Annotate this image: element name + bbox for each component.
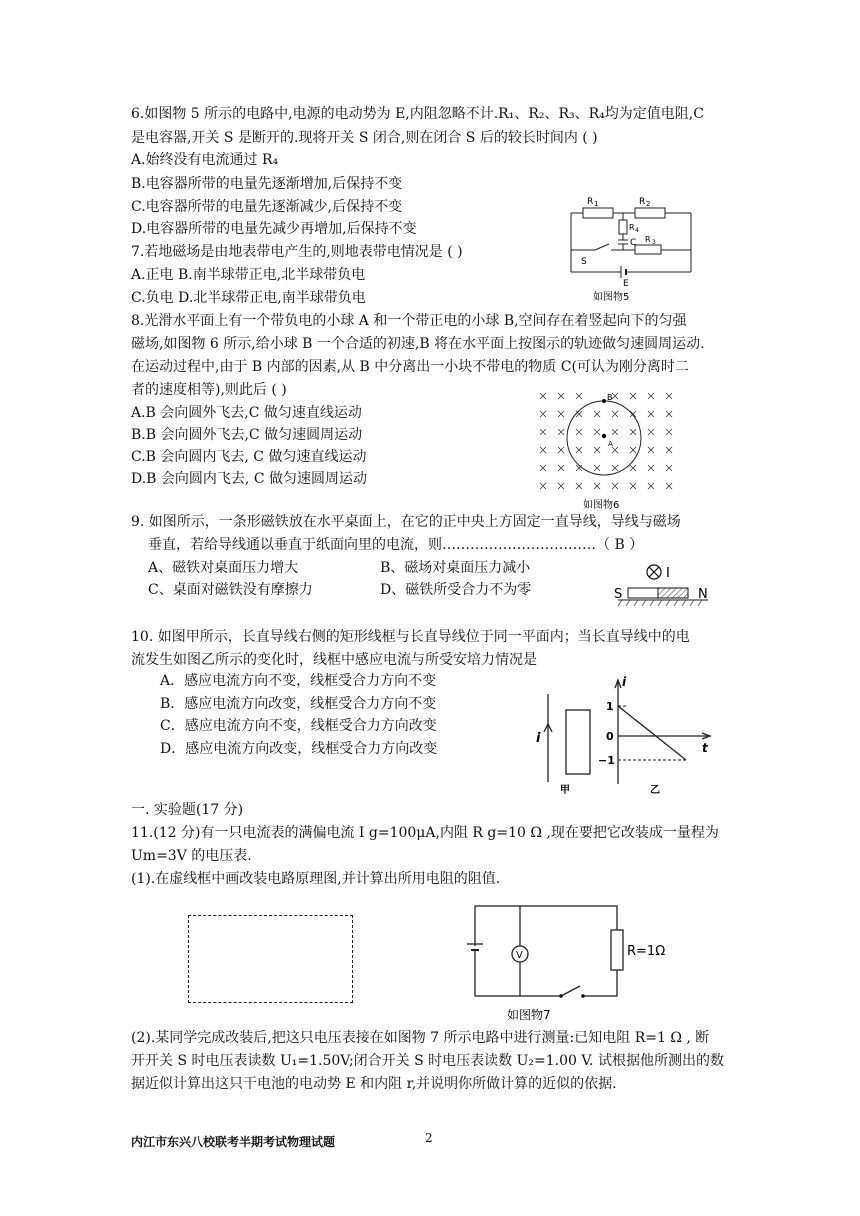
resistor-label: R=1Ω [627, 944, 665, 959]
q9-option-d: D、磁铁所受合力不为零 [380, 582, 532, 598]
svg-text:4: 4 [635, 227, 639, 234]
q10-option-b: B．感应电流方向改变，线框受合力方向不变 [160, 696, 437, 712]
tick-neg-one: −1 [598, 754, 615, 767]
q6-option-d: D.电容器所带的电量先减少再增加,后保持不变 [131, 221, 417, 237]
q8-option-c: C.B 会向圆内飞去, C 做匀速直线运动 [131, 449, 367, 465]
north-pole-label: N [698, 587, 708, 602]
q11-line-2: Um=3V 的电压表. [131, 848, 252, 864]
q11-part-2-line-2: 开开关 S 时电压表读数 U₁=1.50V;闭合开关 S 时电压表读数 U₂=1.00 V. 试根据他所测出的数 [131, 1053, 724, 1069]
q6-line-2: 是电容器,开关 S 是断开的.现将开关 S 闭合,则在闭合 S 后的较长时间内 ( ) [131, 130, 598, 146]
q9-option-c: C、桌面对磁铁没有摩擦力 [148, 582, 313, 598]
q10-option-a: A．感应电流方向不变，线框受合力方向不变 [160, 673, 437, 689]
capacitor-label: C [630, 238, 637, 248]
q8-line-3: 在运动过程中,由于 B 内部的因素,从 B 中分离出一小块不带电的物质 C(可认为刚分离时二 [131, 359, 689, 375]
footer-title: 内江市东兴八校联考半期考试物理试题 [131, 1135, 336, 1149]
section-heading: 一. 实验题(17 分) [131, 802, 244, 818]
q6-option-c: C.电容器所带的电量先逐渐减少,后保持不变 [131, 199, 403, 215]
ball-a-label: A [608, 440, 613, 448]
q8-line-1: 8.光滑水平面上有一个带负电的小球 A 和一个带正电的小球 B,空间存在着竖起向下的匀强 [131, 313, 687, 329]
r2-label: R [639, 197, 646, 207]
figure-7-caption: 如图物7 [507, 1008, 551, 1022]
q9-option-a: A、磁铁对桌面压力增大 [148, 560, 299, 576]
magnet-figure [608, 560, 718, 620]
q11-part-2-line-3: 据近似计算出这只干电池的电动势 E 和内阻 r,并说明你所做计算的近似的依据. [131, 1076, 617, 1092]
figure-5-caption: 如图物5 [593, 292, 630, 303]
current-label: I [666, 566, 670, 581]
q10-line-2: 流发生如图乙所示的变化时，线框中感应电流与所受安培力情况是 [131, 652, 537, 668]
svg-text:3: 3 [652, 239, 656, 246]
circuit-figure-5 [565, 190, 705, 305]
q8-line-2: 磁场,如图物 6 所示,给小球 B 一个合适的初速,B 将在水平面上按图示的轨迹做匀速圆周运动. [131, 336, 705, 352]
svg-text:1: 1 [594, 200, 599, 208]
voltmeter-label: V [516, 950, 523, 961]
q9-option-b: B、磁场对桌面压力减小 [380, 560, 531, 576]
q10-option-c: C．感应电流方向不变，线框受合力方向改变 [160, 718, 437, 734]
q6-option-a: A.始终没有电流通过 R₄ [131, 152, 279, 168]
t-axis-label: t [702, 741, 708, 755]
r1-label: R [587, 197, 594, 207]
i-axis-label: i [622, 675, 627, 689]
q9-line-2: 垂直，若给导线通以垂直于纸面向里的电流，则……………………………（ B ） [148, 537, 644, 553]
q10-line-1: 10. 如图甲所示，长直导线右侧的矩形线框与长直导线位于同一平面内；当长直导线中的电 [131, 629, 690, 645]
wire-and-graph-figure [530, 672, 715, 797]
q11-line-1: 11.(12 分)有一只电流表的满偏电流 I g=100μA,内阻 R g=10 Ω ,现在要把它改装成一量程为 [131, 825, 719, 841]
q6-line-1: 6.如图物 5 所示的电路中,电源的电动势为 E,内阻忽略不计.R₁、R₂、R₃、R₄均为定值电阻,C [131, 106, 704, 122]
tick-one: 1 [606, 700, 614, 713]
q8-line-4: 者的速度相等),则此后 ( ) [131, 382, 287, 398]
yi-caption: 乙 [650, 785, 660, 796]
wire-current-label: i [536, 731, 541, 746]
q7-stem: 7.若地磁场是由地表带电产生的,则地表带电情况是 ( ) [131, 244, 463, 260]
q8-option-b: B.B 会向圆外飞去,C 做匀速圆周运动 [131, 427, 363, 443]
q7-options-cd: C.负电 D.北半球带正电,南半球带负电 [131, 290, 366, 306]
q7-options-ab: A.正电 B.南半球带正电,北半球带负电 [131, 267, 366, 283]
jia-caption: 甲 [560, 785, 570, 796]
q11-part-1: (1).在虚线框中画改装电路原理图,并计算出所用电阻的阻值. [131, 871, 501, 887]
south-pole-label: S [614, 587, 623, 602]
tick-zero: 0 [606, 730, 614, 743]
circuit-figure-7 [465, 900, 665, 1024]
ball-b-label: B [607, 393, 613, 402]
answer-box[interactable] [188, 915, 353, 1003]
q8-option-a: A.B 会向圆外飞去,C 做匀速直线运动 [131, 405, 362, 421]
figure-6-caption: 如图物6 [583, 500, 620, 511]
r4-label: R [629, 223, 635, 232]
emf-label: E [623, 279, 629, 289]
page-number: 2 [425, 1131, 433, 1145]
r3-label: R [645, 235, 651, 244]
switch-label: S [581, 257, 587, 267]
magnetic-field-figure-6 [535, 388, 675, 512]
q8-option-d: D.B 会向圆内飞去, C 做匀速圆周运动 [131, 471, 367, 487]
q9-line-1: 9. 如图所示，一条形磁铁放在水平桌面上，在它的正中央上方固定一直导线，导线与磁场 [131, 514, 681, 530]
q10-option-d: D．感应电流方向改变，线框受合力方向改变 [160, 741, 438, 757]
q11-part-2-line-1: (2).某同学完成改装后,把这只电压表接在如图物 7 所示电路中进行测量:已知电阻 R=1 Ω , 断 [131, 1030, 710, 1046]
svg-text:2: 2 [646, 200, 651, 208]
q6-option-b: B.电容器所带的电量先逐渐增加,后保持不变 [131, 176, 403, 192]
